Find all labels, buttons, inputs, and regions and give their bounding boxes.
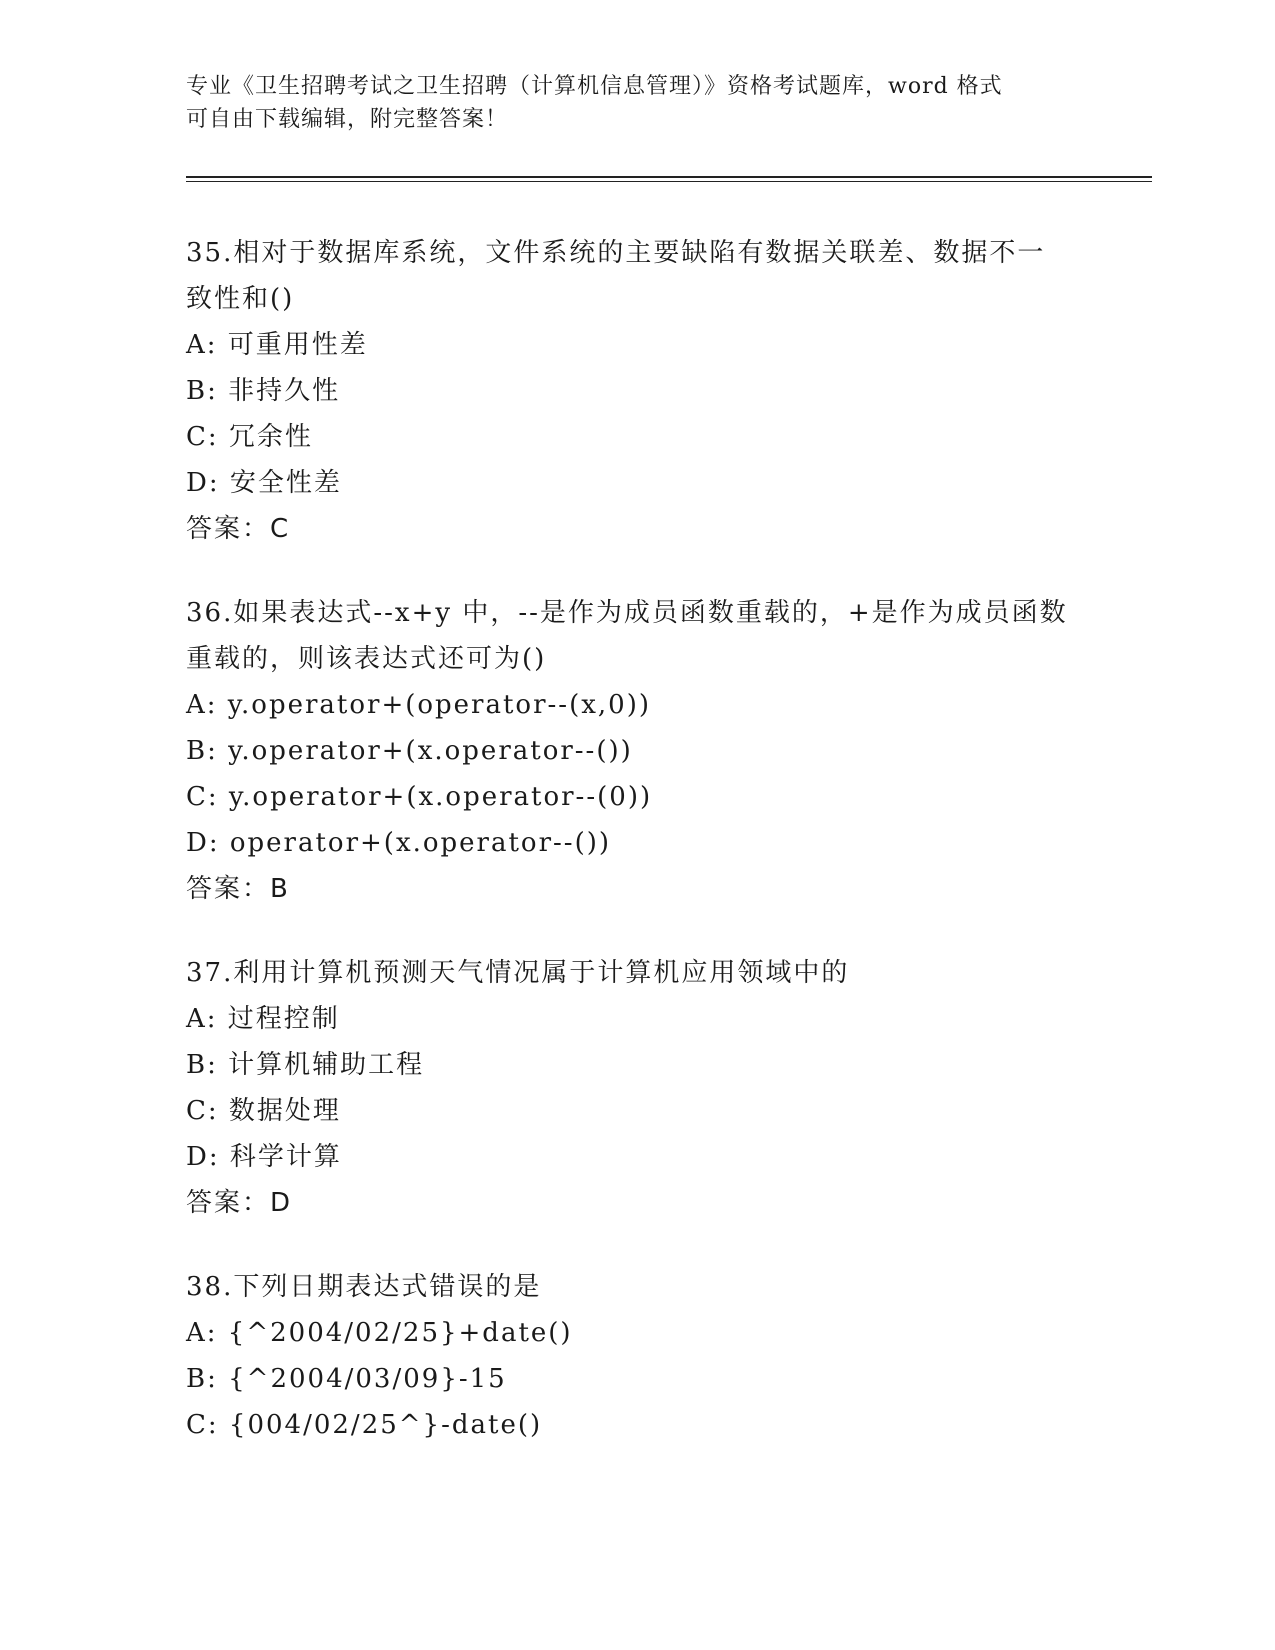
answer-line: 答案：C [186, 514, 291, 544]
option-b: B: y.operator+(x.operator--()) [186, 736, 633, 766]
header-line-2: 可自由下载编辑，附完整答案！ [186, 107, 509, 132]
question-stem-line: 36.如果表达式--x+y 中，--是作为成员函数重载的，+是作为成员函数 [186, 598, 1068, 628]
option-d: D: 安全性差 [186, 468, 342, 498]
option-c: C: 数据处理 [186, 1096, 341, 1126]
question-stem-line: 致性和() [186, 284, 295, 314]
question-list [186, 230, 1086, 1486]
question-38 [186, 1264, 1086, 1448]
question-37 [186, 950, 1086, 1226]
answer-line: 答案：D [186, 1188, 293, 1218]
option-a: A: 过程控制 [186, 1004, 340, 1034]
option-a: A: {^2004/02/25}+date() [186, 1318, 573, 1348]
document-header [186, 70, 1086, 136]
question-stem-line: 重载的，则该表达式还可为() [186, 644, 547, 674]
option-d: D: 科学计算 [186, 1142, 342, 1172]
option-c: C: 冗余性 [186, 422, 313, 452]
option-b: B: 计算机辅助工程 [186, 1050, 425, 1080]
header-divider-thin [186, 181, 1152, 182]
question-35 [186, 230, 1086, 552]
question-stem-line: 35.相对于数据库系统，文件系统的主要缺陷有数据关联差、数据不一 [186, 238, 1046, 268]
header-divider-thick [186, 176, 1152, 178]
header-line-1: 专业《卫生招聘考试之卫生招聘（计算机信息管理）》资格考试题库，word 格式 [186, 74, 1003, 99]
answer-line: 答案：B [186, 874, 290, 904]
option-a: A: y.operator+(operator--(x,0)) [186, 690, 651, 720]
option-a: A: 可重用性差 [186, 330, 368, 360]
option-c: C: y.operator+(x.operator--(0)) [186, 782, 653, 812]
option-c: C: {004/02/25^}-date() [186, 1410, 543, 1440]
question-stem-line: 37.利用计算机预测天气情况属于计算机应用领域中的 [186, 958, 850, 988]
question-36 [186, 590, 1086, 912]
question-stem-line: 38.下列日期表达式错误的是 [186, 1272, 542, 1302]
option-d: D: operator+(x.operator--()) [186, 828, 612, 858]
option-b: B: {^2004/03/09}-15 [186, 1364, 507, 1394]
option-b: B: 非持久性 [186, 376, 341, 406]
